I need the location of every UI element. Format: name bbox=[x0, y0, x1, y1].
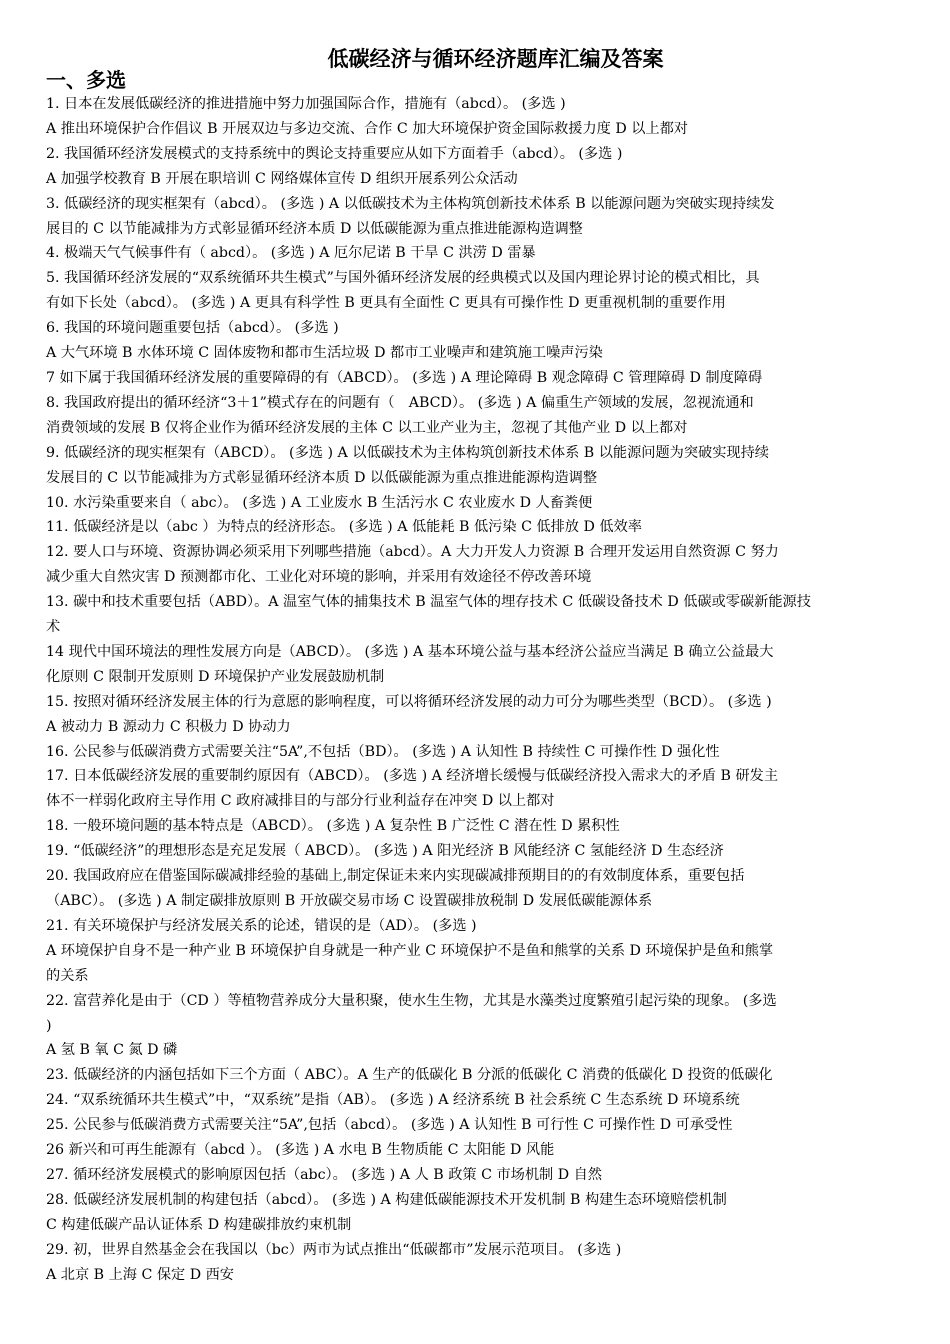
text-line: C 构建低碳产品认证体系 D 构建碳排放约束机制 bbox=[46, 1216, 352, 1233]
page-title: 低碳经济与循环经济题库汇编及答案 bbox=[327, 46, 664, 71]
text-line: 发展目的 C 以节能减排为方式彰显循环经济本质 D 以低碳能源为重点推进能源构造调整 bbox=[46, 469, 598, 486]
text-line: 16. 公民参与低碳消费方式需要关注“5A”,不包括（BD）。 (多选 ) A 认知性 B 持续性 C 可操作性 D 强化性 bbox=[46, 743, 720, 760]
text-line: 减少重大自然灾害 D 预测都市化、工业化对环境的影响，并采用有效途径不停改善环境 bbox=[46, 569, 592, 586]
text-line: 10. 水污染重要来自（ abc）。 (多选 ) A 工业废水 B 生活污水 C 农业废水 D 人畜粪便 bbox=[46, 494, 593, 511]
text-line: A 北京 B 上海 C 保定 D 西安 bbox=[46, 1266, 234, 1283]
text-line: 展目的 C 以节能减排为方式彰显循环经济本质 D 以低碳能源为重点推进能源构造调整 bbox=[46, 220, 583, 237]
section-heading: 一、多选 bbox=[46, 68, 126, 92]
text-line: 7 如下属于我国循环经济发展的重要障碍的有（ABCD）。 (多选 ) A 理论障碍 B 观念障碍 C 管理障碍 D 制度障碍 bbox=[46, 369, 763, 386]
text-line: 化原则 C 限制开发原则 D 环境保护产业发展鼓励机制 bbox=[46, 668, 385, 685]
text-line: 13. 碳中和技术重要包括（ABD）。A 温室气体的捕集技术 B 温室气体的埋存技术 C 低碳设备技术 D 低碳或零碳新能源技 bbox=[46, 594, 811, 611]
text-line: 体不一样弱化政府主导作用 C 政府减排目的与部分行业利益存在冲突 D 以上都对 bbox=[46, 793, 555, 810]
text-line: A 环境保护自身不是一种产业 B 环境保护自身就是一种产业 C 环境保护不是鱼和熊掌的关系 D 环境保护是鱼和熊掌 bbox=[46, 942, 774, 959]
text-line: 的关系 bbox=[46, 967, 89, 984]
text-line: 14 现代中国环境法的理性发展方向是（ABCD）。 (多选 ) A 基本环境公益与基本经济公益应当满足 B 确立公益最大 bbox=[46, 643, 774, 660]
text-line: 20. 我国政府应在借鉴国际碳减排经验的基础上,制定保证未来内实现碳减排预期目的的有效制度体系，重要包括 bbox=[46, 868, 745, 885]
text-line: 1. 日本在发展低碳经济的推进措施中努力加强国际合作，措施有（abcd）。 (多选 ) bbox=[46, 96, 566, 112]
text-line: 6. 我国的环境问题重要包括（abcd）。 (多选 ) bbox=[46, 320, 339, 337]
text-line: 4. 极端天气气候事件有（ abcd）。 (多选 ) A 厄尔尼诺 B 干旱 C 洪涝 D 雷暴 bbox=[46, 245, 536, 262]
text-line: 17. 日本低碳经济发展的重要制约原因有（ABCD）。 (多选 ) A 经济增长缓慢与低碳经济投入需求大的矛盾 B 研发主 bbox=[46, 768, 779, 785]
text-line: 23. 低碳经济的内涵包括如下三个方面（ ABC）。A 生产的低碳化 B 分派的低碳化 C 消费的低碳化 D 投资的低碳化 bbox=[46, 1067, 773, 1084]
text-line: （ABC）。 (多选 ) A 制定碳排放原则 B 开放碳交易市场 C 设置碳排放税制 D 发展低碳能源体系 bbox=[46, 893, 653, 909]
text-line: 11. 低碳经济是以（abc ）为特点的经济形态。 (多选 ) A 低能耗 B 低污染 C 低排放 D 低效率 bbox=[46, 519, 642, 536]
text-line: 术 bbox=[46, 619, 61, 636]
text-line: 9. 低碳经济的现实框架有（ABCD）。 (多选 ) A 以低碳技术为主体构筑创新技术体系 B 以能源问题为突破实现持续 bbox=[46, 444, 769, 461]
text-line: 12. 要人口与环境、资源协调必须采用下列哪些措施（abcd）。A 大力开发人力资源 B 合理开发运用自然资源 C 努力 bbox=[46, 544, 779, 561]
text-line: 26 新兴和可再生能源有（abcd ）。 (多选 ) A 水电 B 生物质能 C 太阳能 D 风能 bbox=[46, 1142, 555, 1159]
text-line: 27. 循环经济发展模式的影响原因包括（abc）。 (多选 ) A 人 B 政策 C 市场机制 D 自然 bbox=[46, 1166, 602, 1183]
text-line: 24. “双系统循环共生模式”中，“双系统”是指（AB）。 (多选 ) A 经济系统 B 社会系统 C 生态系统 D 环境系统 bbox=[46, 1092, 740, 1109]
text-line: 22. 富营养化是由于（CD ）等植物营养成分大量积聚，使水生生物，尤其是水藻类过度繁殖引起污染的现象。 (多选 bbox=[46, 992, 777, 1009]
text-line: 有如下长处（abcd）。 (多选 ) A 更具有科学性 B 更具有全面性 C 更具有可操作性 D 更重视机制的重要作用 bbox=[46, 295, 726, 312]
text-line: 18. 一般环境问题的基本特点是（ABCD）。 (多选 ) A 复杂性 B 广泛性 C 潜在性 D 累积性 bbox=[46, 818, 620, 835]
text-line: 21. 有关环境保护与经济发展关系的论述，错误的是（AD）。 (多选 ) bbox=[46, 917, 477, 934]
text-line: A 氢 B 氧 C 氮 D 磷 bbox=[46, 1042, 178, 1059]
text-line: 消费领域的发展 B 仅将企业作为循环经济发展的主体 C 以工业产业为主，忽视了其他产业 D 以上都对 bbox=[46, 419, 688, 436]
text-line: 19. “低碳经济”的理想形态是充足发展（ ABCD）。 (多选 ) A 阳光经济 B 风能经济 C 氢能经济 D 生态经济 bbox=[46, 843, 724, 860]
text-line: ) bbox=[46, 1017, 52, 1034]
text-line: A 大气环境 B 水体环境 C 固体废物和都市生活垃圾 D 都市工业噪声和建筑施工噪声污染 bbox=[46, 345, 603, 362]
text-line: 8. 我国政府提出的循环经济“3＋1”模式存在的问题有（ ABCD）。 (多选 ) A 偏重生产领域的发展，忽视流通和 bbox=[46, 394, 754, 411]
text-line: 3. 低碳经济的现实框架有（abcd）。 (多选 ) A 以低碳技术为主体构筑创新技术体系 B 以能源问题为突破实现持续发 bbox=[46, 195, 775, 212]
text-line: A 加强学校教育 B 开展在职培训 C 网络媒体宣传 D 组织开展系列公众活动 bbox=[46, 170, 518, 187]
text-line: 5. 我国循环经济发展的“双系统循环共生模式”与国外循环经济发展的经典模式以及国内理论界讨论的模式相比，具 bbox=[46, 270, 760, 287]
text-line: 28. 低碳经济发展机制的构建包括（abcd）。 (多选 ) A 构建低碳能源技术开发机制 B 构建生态环境赔偿机制 bbox=[46, 1191, 727, 1208]
text-line: A 被动力 B 源动力 C 积极力 D 协动力 bbox=[46, 718, 291, 735]
text-line: A 推出环境保护合作倡议 B 开展双边与多边交流、合作 C 加大环境保护资金国际救援力度 D 以上都对 bbox=[46, 120, 688, 137]
text-line: 15. 按照对循环经济发展主体的行为意愿的影响程度，可以将循环经济发展的动力可分为哪些类型（BCD）。 (多选 ) bbox=[46, 693, 772, 710]
text-line: 25. 公民参与低碳消费方式需要关注“5A”,包括（abcd）。 (多选 ) A 认知性 B 可行性 C 可操作性 D 可承受性 bbox=[46, 1117, 733, 1134]
text-line: 2. 我国循环经济发展模式的支持系统中的舆论支持重要应从如下方面着手（abcd）。 (多选 ) bbox=[46, 145, 623, 162]
text-line: 29. 初，世界自然基金会在我国以（bc）两市为试点推出“低碳都市”发展示范项目。 (多选 ) bbox=[46, 1241, 622, 1258]
question-list bbox=[46, 92, 905, 1288]
